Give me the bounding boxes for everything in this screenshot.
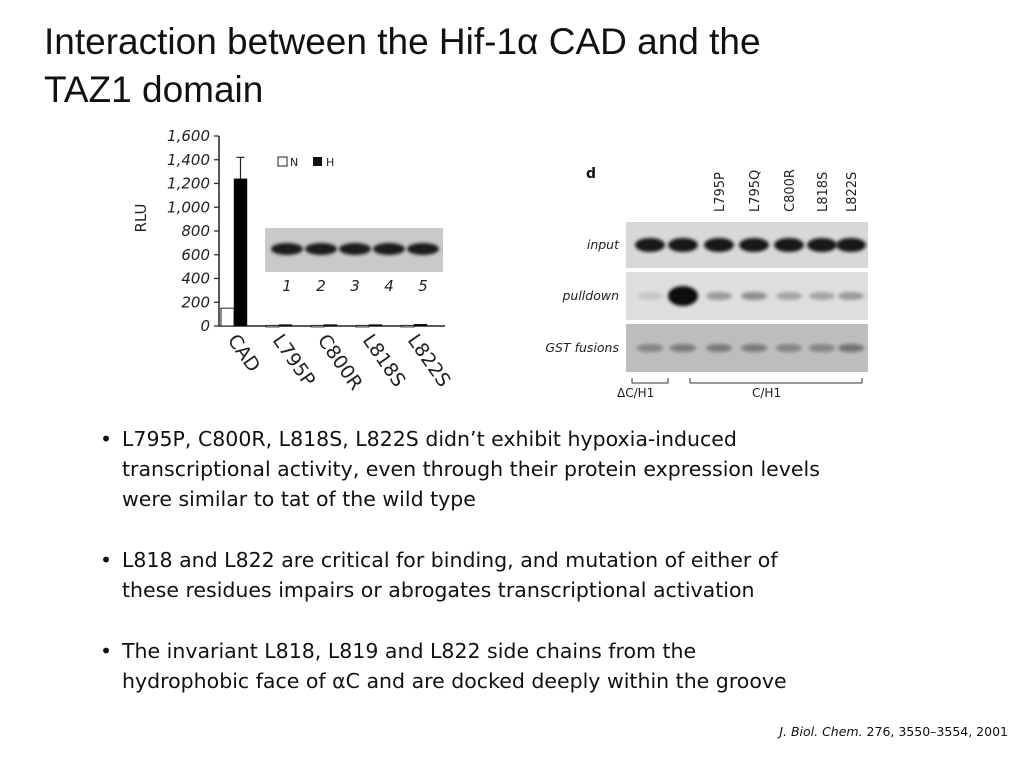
bullet-item-3 — [100, 636, 920, 696]
x-tick-label: L818S — [357, 330, 410, 392]
legend-label-n: N — [290, 156, 299, 169]
legend-swatch-h — [313, 157, 322, 166]
bar-n-l818s — [356, 325, 369, 327]
bullet-dot: • — [100, 548, 113, 572]
blot-band — [838, 292, 864, 300]
column-label: L795Q — [748, 169, 763, 212]
blot-band — [706, 292, 732, 300]
legend-swatch-n — [278, 157, 287, 166]
panel-letter: d — [586, 166, 597, 182]
inset-lane-number: 3 — [350, 277, 360, 295]
blot-band — [836, 238, 866, 252]
blot-band — [809, 344, 835, 352]
x-axis-tick-labels — [223, 330, 455, 394]
y-tick-label: 0 — [200, 317, 210, 335]
x-tick-label: CAD — [222, 330, 265, 377]
blot-band — [637, 292, 663, 300]
pulldown-panel — [545, 166, 868, 400]
blot-band — [670, 344, 696, 352]
y-tick-label: 400 — [181, 269, 210, 288]
blot-band — [807, 238, 837, 252]
slide-title-line2: TAZ1 domain — [44, 69, 264, 110]
inset-blot-band — [271, 243, 303, 255]
bullet-1-line-2: transcriptional activity, even through their protein expression levels — [122, 457, 820, 481]
blot-band — [809, 292, 835, 300]
bullet-item-2 — [100, 545, 920, 605]
bar-n-c800r — [311, 325, 324, 327]
y-tick-label: 600 — [181, 245, 210, 264]
inset-blot — [265, 228, 443, 295]
blot-band — [838, 344, 864, 352]
bar-n-cad — [221, 308, 234, 326]
bar-h-l795p — [279, 325, 292, 327]
column-labels — [713, 169, 860, 212]
bar-h-l822s — [414, 324, 427, 326]
legend-label-h: H — [326, 156, 335, 169]
inset-blot-bands — [271, 243, 439, 255]
bullet-list — [100, 424, 920, 727]
bar-h-c800r — [324, 325, 337, 327]
bar-n-l822s — [401, 325, 414, 327]
y-tick-label: 1,600 — [167, 127, 210, 145]
blot-row-label: GST fusions — [545, 340, 619, 355]
bullet-3-line-2: hydrophobic face of αC and are docked deeply within the groove — [122, 669, 787, 693]
bullet-item-1 — [100, 424, 920, 514]
y-tick-label: 200 — [181, 293, 210, 312]
inset-lane-number: 2 — [316, 277, 326, 295]
bar-h-cad — [234, 179, 247, 326]
column-label: L795P — [713, 172, 728, 212]
column-label: C800R — [783, 169, 798, 212]
inset-lane-number: 1 — [282, 277, 292, 295]
blot-band — [776, 344, 802, 352]
inset-blot-band — [407, 243, 439, 255]
blot-band — [637, 344, 663, 352]
bullet-1-line-1: L795P, C800R, L818S, L822S didn’t exhibit hypoxia-induced — [122, 427, 737, 451]
bullet-dot: • — [100, 639, 113, 663]
blot-band — [668, 286, 698, 306]
blot-band — [741, 344, 767, 352]
y-axis-label: RLU — [132, 203, 150, 233]
bullet-dot: • — [100, 427, 113, 451]
bracket-delta-c-h1 — [632, 378, 668, 383]
bar-chart — [132, 127, 455, 394]
group-brackets — [617, 378, 862, 400]
group-label-delta-c-h1: ΔC/H1 — [617, 386, 655, 400]
blot-row-label: pulldown — [562, 288, 619, 303]
blot-band — [741, 292, 767, 300]
blot-band — [704, 238, 734, 252]
y-tick-label: 1,000 — [167, 198, 210, 217]
group-label-c-h1: C/H1 — [752, 386, 782, 400]
bullet-2-line-2: these residues impairs or abrogates transcriptional activation — [122, 578, 755, 602]
blot-band — [668, 238, 698, 252]
inset-blot-band — [373, 243, 405, 255]
slide-title-line1: Interaction between the Hif-1α CAD and the — [44, 21, 761, 62]
bar-n-l795p — [266, 325, 279, 327]
blot-band — [739, 238, 769, 252]
inset-blot-band — [305, 243, 337, 255]
citation — [779, 724, 1008, 739]
citation-journal: J. Biol. Chem. — [779, 724, 863, 739]
y-tick-label: 800 — [181, 222, 210, 240]
bullet-2-line-1: L818 and L822 are critical for binding, and mutation of either of — [122, 548, 778, 572]
blot-rows — [545, 222, 868, 372]
inset-blot-band — [339, 243, 371, 255]
y-tick-label: 1,400 — [167, 150, 210, 169]
blot-band — [635, 238, 665, 252]
blot-band — [706, 344, 732, 352]
x-tick-label: C800R — [312, 330, 367, 395]
blot-band — [776, 292, 802, 300]
y-tick-label: 1,200 — [167, 174, 210, 193]
bullet-3-line-1: The invariant L818, L819 and L822 side chains from the — [122, 639, 697, 663]
column-label: L818S — [816, 171, 831, 212]
inset-lane-number: 4 — [384, 277, 394, 295]
column-label: L822S — [845, 171, 860, 212]
inset-lane-numbers — [282, 277, 428, 295]
citation-details: 276, 3550–3554, 2001 — [862, 724, 1008, 739]
x-tick-label: L822S — [402, 330, 455, 392]
x-tick-label: L795P — [267, 330, 320, 391]
bar-h-l818s — [369, 325, 382, 327]
bullet-1-line-3: were similar to tat of the wild type — [122, 487, 476, 511]
blot-row-label: input — [586, 237, 619, 252]
bracket-c-h1 — [690, 378, 862, 383]
y-axis-ticks — [167, 127, 219, 335]
inset-lane-number: 5 — [418, 277, 428, 295]
blot-band — [774, 238, 804, 252]
chart-legend — [278, 156, 334, 169]
